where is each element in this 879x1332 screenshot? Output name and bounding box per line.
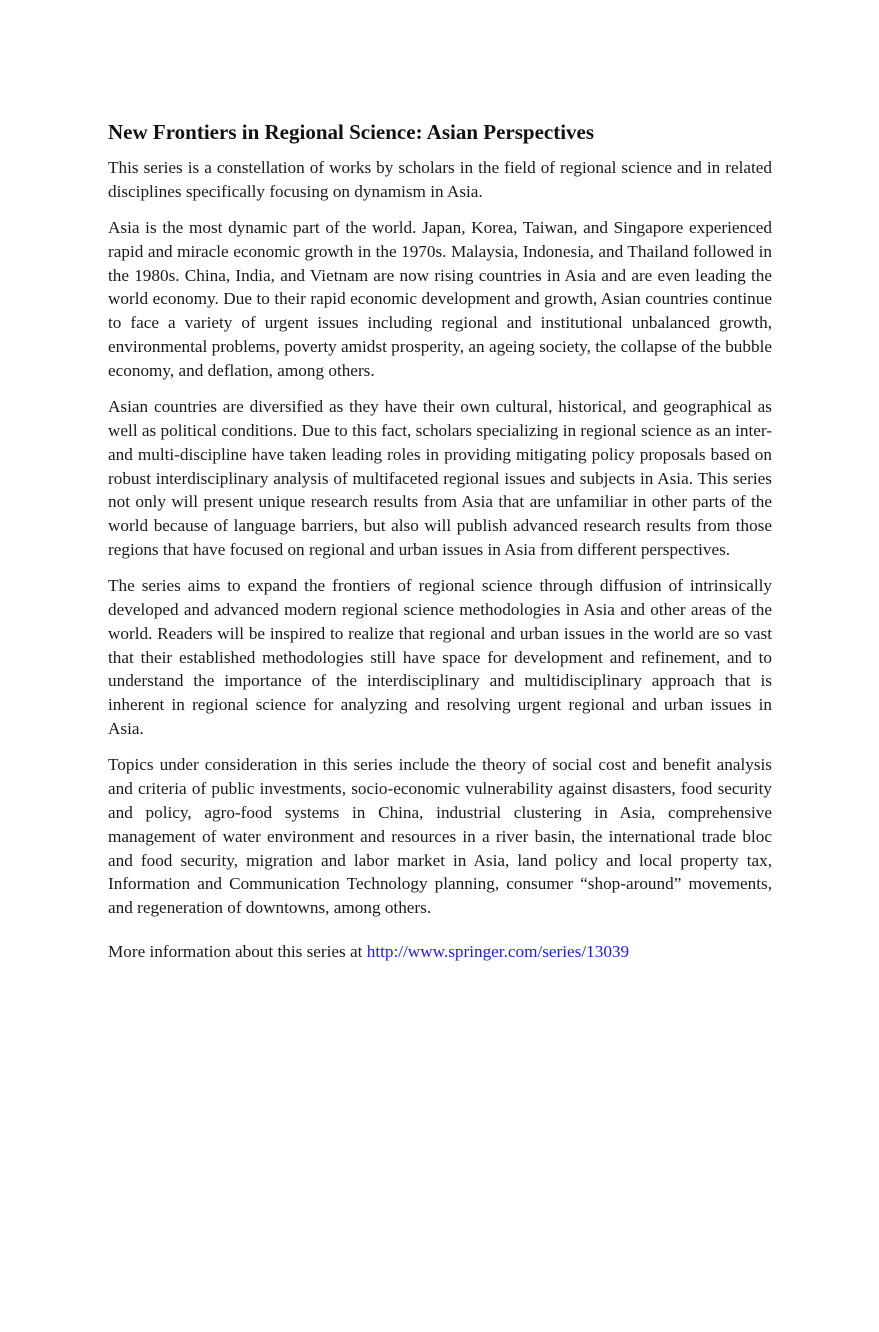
asia-dynamism-paragraph: Asia is the most dynamic part of the world. Japan, Korea, Taiwan, and Singapore experienced rapid and miracle economic growth in the 1970s. Malaysia, Indonesia, and Thailand followed in the 1980s. China, India, and Vietnam are now rising countries in Asia and are even leading the world economy. Due to their rapid economic development and growth, Asian countries continue to face a variety of urgent issues including regional and institutional unbalanced growth, environmental problems, poverty amidst prosperity, an ageing society, the collapse of the bubble economy, and deflation, among others. (108, 218, 772, 380)
series-link[interactable]: http://www.springer.com/series/13039 (366, 941, 630, 961)
series-page (108, 118, 772, 964)
series-title: New Frontiers in Regional Science: Asian Perspectives (108, 120, 595, 144)
diversity-paragraph: Asian countries are diversified as they have their own cultural, historical, and geographical as well as political conditions. Due to this fact, scholars specializing in regional science as an inter- and multi-discipline have taken leading roles in providing mitigating policy proposals based on robust interdisciplinary analysis of multifaceted regional issues and subjects in Asia. This series not only will present unique research results from Asia that are unfamiliar in other parts of the world because of language barriers, but also will publish advanced research results from those regions that have focused on regional and urban issues in Asia from different perspectives. (108, 397, 772, 559)
intro-paragraph: This series is a constellation of works by scholars in the field of regional science and in related disciplines specifically focusing on dynamism in Asia. (108, 158, 772, 201)
more-info-label: More information about this series at (108, 941, 367, 961)
more-info-line (108, 940, 772, 964)
aims-paragraph: The series aims to expand the frontiers of regional science through diffusion of intrinsically developed and advanced modern regional science methodologies in Asia and other areas of the world. Readers will be inspired to realize that regional and urban issues in the world are so vast that their established methodologies still have space for development and refinement, and to understand the importance of the interdisciplinary and multidisciplinary approach that is inherent in regional science for analyzing and resolving urgent regional and urban issues in Asia. (108, 576, 772, 739)
topics-paragraph: Topics under consideration in this series include the theory of social cost and benefit analysis and criteria of public investments, socio-economic vulnerability against disasters, food security and policy, agro-food systems in China, industrial clustering in Asia, comprehensive management of water environment and resources in a river basin, the international trade bloc and food security, migration and labor market in Asia, land policy and local property tax, Information and Communication Technology planning, consumer “shop-around” movements, and regeneration of downtowns, among others. (108, 755, 772, 918)
